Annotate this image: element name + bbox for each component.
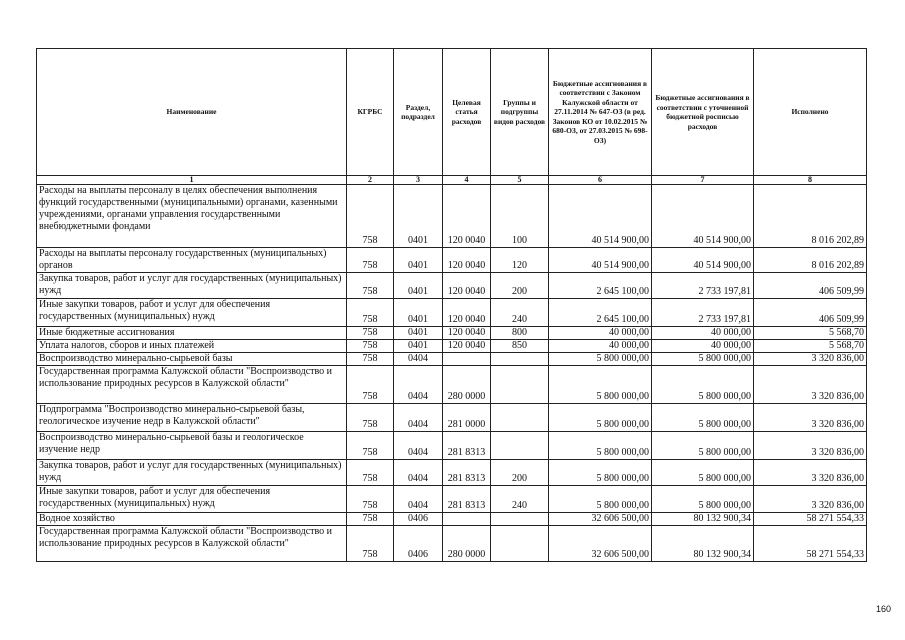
col-header-section: Раздел, подраздел (394, 49, 443, 176)
row-roll-amount: 2 733 197,81 (652, 273, 754, 299)
row-roll-amount: 80 132 900,34 (652, 526, 754, 562)
row-executed-amount: 5 568,70 (754, 340, 867, 353)
col-number: 4 (443, 176, 491, 185)
row-law-amount: 32 606 500,00 (549, 526, 652, 562)
row-law-amount: 32 606 500,00 (549, 513, 652, 526)
row-name: Иные закупки товаров, работ и услуг для обеспечения государственных (муниципальных) нужд (37, 486, 347, 513)
row-roll-amount: 40 514 900,00 (652, 248, 754, 273)
row-section: 0406 (394, 513, 443, 526)
row-article: 120 0040 (443, 185, 491, 248)
row-article: 281 8313 (443, 460, 491, 486)
row-section: 0401 (394, 340, 443, 353)
col-header-group: Группы и подгруппы видов расходов (491, 49, 549, 176)
row-law-amount: 40 000,00 (549, 327, 652, 340)
row-kgrbs: 758 (347, 185, 394, 248)
col-number: 3 (394, 176, 443, 185)
row-group (491, 432, 549, 460)
row-group (491, 513, 549, 526)
row-article: 281 8313 (443, 486, 491, 513)
row-kgrbs: 758 (347, 404, 394, 432)
row-kgrbs: 758 (347, 526, 394, 562)
row-roll-amount: 5 800 000,00 (652, 353, 754, 366)
row-name: Иные бюджетные ассигнования (37, 327, 347, 340)
row-roll-amount: 5 800 000,00 (652, 366, 754, 404)
row-name: Иные закупки товаров, работ и услуг для обеспечения государственных (муниципальных) нужд (37, 299, 347, 327)
row-section: 0401 (394, 185, 443, 248)
row-roll-amount: 5 800 000,00 (652, 460, 754, 486)
table-row (37, 513, 867, 526)
row-name: Воспроизводство минерально-сырьевой базы и геологическое изучение недр (37, 432, 347, 460)
row-law-amount: 5 800 000,00 (549, 432, 652, 460)
row-section: 0406 (394, 526, 443, 562)
row-section: 0404 (394, 432, 443, 460)
row-section: 0401 (394, 327, 443, 340)
row-group: 120 (491, 248, 549, 273)
row-executed-amount: 5 568,70 (754, 327, 867, 340)
row-name: Закупка товаров, работ и услуг для государственных (муниципальных) нужд (37, 460, 347, 486)
budget-table (36, 48, 867, 562)
col-number: 1 (37, 176, 347, 185)
row-section: 0404 (394, 366, 443, 404)
row-roll-amount: 40 000,00 (652, 327, 754, 340)
row-executed-amount: 3 320 836,00 (754, 353, 867, 366)
row-law-amount: 5 800 000,00 (549, 486, 652, 513)
row-executed-amount: 8 016 202,89 (754, 248, 867, 273)
row-group: 850 (491, 340, 549, 353)
table-row (37, 460, 867, 486)
row-article: 280 0000 (443, 366, 491, 404)
row-section: 0404 (394, 460, 443, 486)
row-roll-amount: 2 733 197,81 (652, 299, 754, 327)
budget-sheet (36, 48, 867, 562)
row-section: 0401 (394, 248, 443, 273)
row-executed-amount: 58 271 554,33 (754, 513, 867, 526)
row-kgrbs: 758 (347, 273, 394, 299)
row-section: 0404 (394, 486, 443, 513)
row-group: 240 (491, 486, 549, 513)
row-kgrbs: 758 (347, 299, 394, 327)
row-law-amount: 5 800 000,00 (549, 460, 652, 486)
col-number: 2 (347, 176, 394, 185)
row-executed-amount: 3 320 836,00 (754, 404, 867, 432)
row-group: 100 (491, 185, 549, 248)
row-executed-amount: 3 320 836,00 (754, 432, 867, 460)
row-executed-amount: 406 509,99 (754, 299, 867, 327)
row-group: 800 (491, 327, 549, 340)
table-row (37, 340, 867, 353)
row-kgrbs: 758 (347, 340, 394, 353)
row-roll-amount: 40 000,00 (652, 340, 754, 353)
col-number: 8 (754, 176, 867, 185)
row-article: 120 0040 (443, 248, 491, 273)
row-executed-amount: 3 320 836,00 (754, 460, 867, 486)
row-name: Расходы на выплаты персоналу государственных (муниципальных) органов (37, 248, 347, 273)
row-name: Воспроизводство минерально-сырьевой базы (37, 353, 347, 366)
row-law-amount: 5 800 000,00 (549, 366, 652, 404)
table-row (37, 273, 867, 299)
row-law-amount: 40 514 900,00 (549, 185, 652, 248)
row-kgrbs: 758 (347, 513, 394, 526)
row-name: Водное хозяйство (37, 513, 347, 526)
col-header-executed: Исполнено (754, 49, 867, 176)
row-article: 120 0040 (443, 340, 491, 353)
row-name: Подпрограмма "Воспроизводство минерально-сырьевой базы, геологическое изучение недр в Калужской области" (37, 404, 347, 432)
row-article: 120 0040 (443, 327, 491, 340)
col-header-article: Целевая статья расходов (443, 49, 491, 176)
table-row (37, 327, 867, 340)
row-executed-amount: 3 320 836,00 (754, 366, 867, 404)
page-number: 160 (876, 604, 892, 614)
row-law-amount: 5 800 000,00 (549, 404, 652, 432)
row-group: 240 (491, 299, 549, 327)
row-roll-amount: 5 800 000,00 (652, 432, 754, 460)
row-law-amount: 40 514 900,00 (549, 248, 652, 273)
row-roll-amount: 5 800 000,00 (652, 404, 754, 432)
col-number: 5 (491, 176, 549, 185)
table-row (37, 404, 867, 432)
col-number: 6 (549, 176, 652, 185)
col-header-kgrbs: КГРБС (347, 49, 394, 176)
table-row (37, 432, 867, 460)
row-group: 200 (491, 460, 549, 486)
row-group: 200 (491, 273, 549, 299)
row-article (443, 513, 491, 526)
row-section: 0404 (394, 404, 443, 432)
row-executed-amount: 8 016 202,89 (754, 185, 867, 248)
row-kgrbs: 758 (347, 460, 394, 486)
row-article (443, 353, 491, 366)
row-roll-amount: 80 132 900,34 (652, 513, 754, 526)
row-executed-amount: 406 509,99 (754, 273, 867, 299)
row-name: Государственная программа Калужской области "Воспроизводство и использование природных ресурсов в Калужской области" (37, 526, 347, 562)
col-header-name: Наименование (37, 49, 347, 176)
row-name: Закупка товаров, работ и услуг для государственных (муниципальных) нужд (37, 273, 347, 299)
table-row (37, 248, 867, 273)
row-group (491, 366, 549, 404)
table-row (37, 486, 867, 513)
row-article: 280 0000 (443, 526, 491, 562)
row-article: 281 8313 (443, 432, 491, 460)
row-roll-amount: 5 800 000,00 (652, 486, 754, 513)
table-row (37, 299, 867, 327)
row-kgrbs: 758 (347, 353, 394, 366)
row-roll-amount: 40 514 900,00 (652, 185, 754, 248)
row-group (491, 353, 549, 366)
row-executed-amount: 3 320 836,00 (754, 486, 867, 513)
row-law-amount: 2 645 100,00 (549, 273, 652, 299)
row-kgrbs: 758 (347, 366, 394, 404)
row-kgrbs: 758 (347, 248, 394, 273)
row-article: 120 0040 (443, 299, 491, 327)
row-article: 120 0040 (443, 273, 491, 299)
header-row (37, 49, 867, 176)
col-header-law-assignments: Бюджетные ассигнования в соответствии с Законом Калужской области от 27.11.2014 № 647-ОЗ (в ред. Законов КО от 10.02.2015 № 680-ОЗ, от 27.03.2015 № 698-ОЗ) (549, 49, 652, 176)
col-number: 7 (652, 176, 754, 185)
table-row (37, 526, 867, 562)
row-group (491, 404, 549, 432)
row-name: Расходы на выплаты персоналу в целях обеспечения выполнения функций государственными (муниципальными) органами, казенными учреждениями, органами управления государственными внебюджетными фондами (37, 185, 347, 248)
row-article: 281 0000 (443, 404, 491, 432)
row-name: Уплата налогов, сборов и иных платежей (37, 340, 347, 353)
table-row (37, 366, 867, 404)
row-kgrbs: 758 (347, 486, 394, 513)
row-section: 0401 (394, 299, 443, 327)
column-number-row (37, 176, 867, 185)
row-law-amount: 2 645 100,00 (549, 299, 652, 327)
row-group (491, 526, 549, 562)
row-section: 0401 (394, 273, 443, 299)
row-law-amount: 40 000,00 (549, 340, 652, 353)
row-name: Государственная программа Калужской области "Воспроизводство и использование природных ресурсов в Калужской области" (37, 366, 347, 404)
table-row (37, 353, 867, 366)
col-header-roll-assignments: Бюджетные ассигнования в соответствии с уточненной бюджетной росписью расходов (652, 49, 754, 176)
table-row (37, 185, 867, 248)
row-kgrbs: 758 (347, 327, 394, 340)
row-executed-amount: 58 271 554,33 (754, 526, 867, 562)
row-kgrbs: 758 (347, 432, 394, 460)
row-section: 0404 (394, 353, 443, 366)
row-law-amount: 5 800 000,00 (549, 353, 652, 366)
